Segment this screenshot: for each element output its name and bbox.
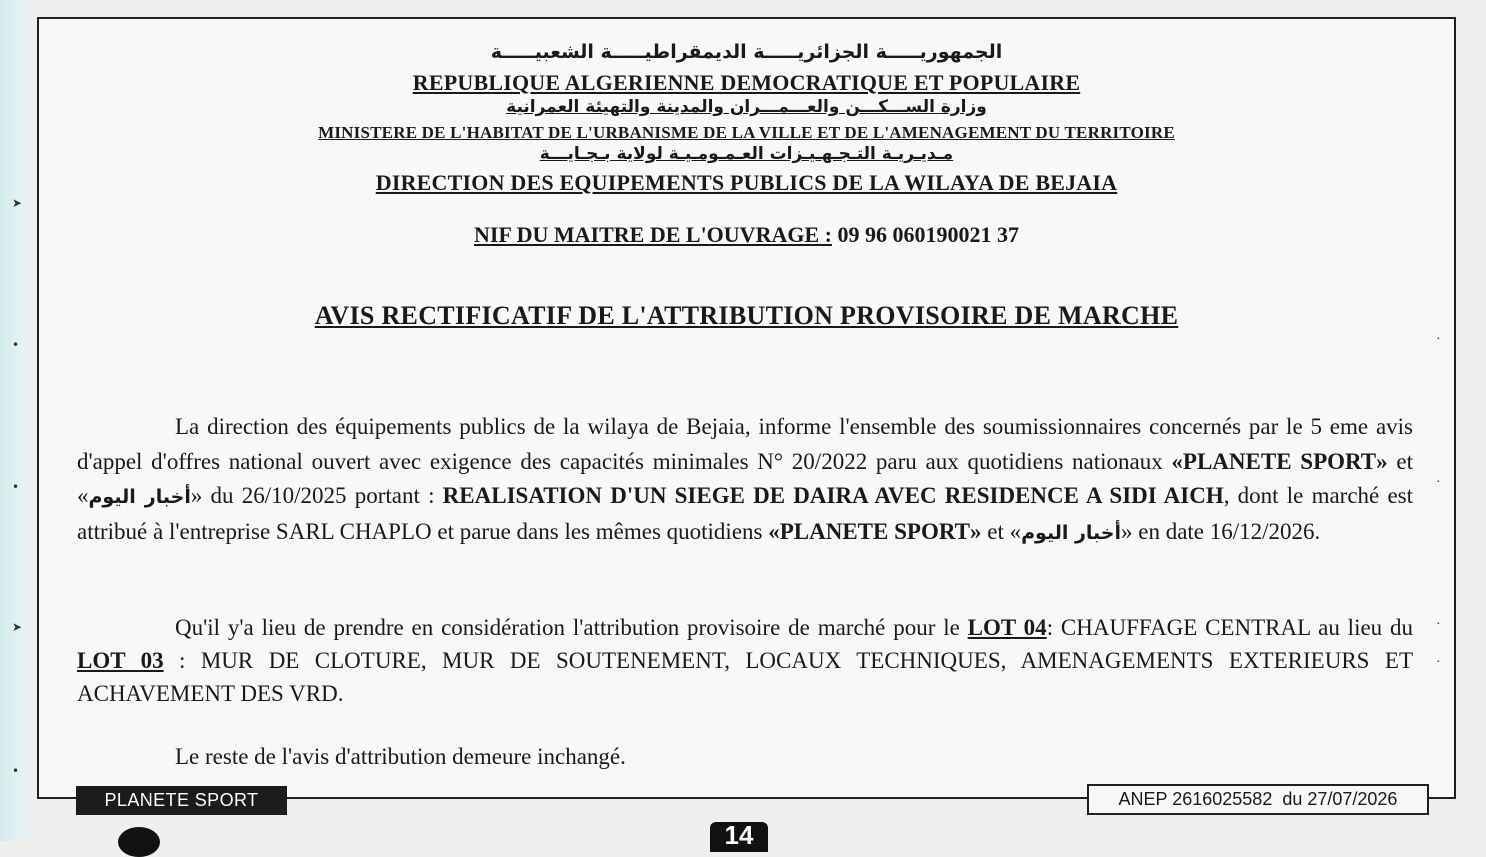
scan-mark: • xyxy=(12,338,20,352)
scan-mark: · xyxy=(1436,655,1441,670)
scan-mark: · xyxy=(1436,475,1441,490)
scan-mark: ➤ xyxy=(12,196,23,210)
p2-text: : MUR DE CLOTURE, MUR DE SOUTENEMENT, LOCAUX TECHNIQUES, AMENAGEMENTS EXTERIEURS ET ACHAVEMENT DES VRD. xyxy=(77,648,1413,706)
notice-frame xyxy=(37,17,1456,799)
scan-mark: · xyxy=(1436,617,1441,632)
nif-value: 09 96 060190021 37 xyxy=(831,222,1019,247)
project-name: REALISATION D'UN SIEGE DE DAIRA AVEC RESIDENCE A SIDI AICH xyxy=(442,483,1224,508)
p2-text: Qu'il y'a lieu de prendre en considération l'attribution provisoire de marché pour le xyxy=(175,615,968,640)
notice-title: AVIS RECTIFICATIF DE L'ATTRIBUTION PROVISOIRE DE MARCHE xyxy=(314,301,1179,330)
scan-mark: · xyxy=(1436,332,1441,347)
scan-left-margin xyxy=(0,0,34,841)
scan-mark: • xyxy=(12,764,20,778)
p1-text: et « xyxy=(981,518,1022,544)
p1-text: La direction des équipements publics de la wilaya de Bejaia, informe l'ensemble des soumissionnaires concernés par le 5 eme avis d'appel d'offres national ouvert avec exigence des capacités minimales N° 20/2022 paru aux quotidiens nationaux xyxy=(77,414,1413,474)
nif-line xyxy=(39,222,1454,248)
newspaper-akhbar-elyoum: أخبار اليوم xyxy=(88,486,191,508)
paragraph-1 xyxy=(77,410,1413,550)
newspaper-planete-sport: «PLANETE SPORT» xyxy=(1171,448,1388,474)
p2-text: : CHAUFFAGE CENTRAL au lieu du xyxy=(1046,615,1414,640)
scan-mark: ➤ xyxy=(12,620,23,634)
republic-heading: REPUBLIQUE ALGERIENNE DEMOCRATIQUE ET POPULAIRE xyxy=(412,70,1081,95)
p1-text: » en date 16/12/2026. xyxy=(1121,518,1321,544)
arabic-direction-heading: مـديـريـة التـجـهـيـزات العـمـومـيـة لولاية بـجـايـــة xyxy=(539,144,954,164)
lot-03: LOT 03 xyxy=(77,648,164,673)
newspaper-planete-sport: «PLANETE SPORT» xyxy=(768,518,982,544)
anep-reference: ANEP 2616025582 du 27/07/2026 xyxy=(1087,784,1429,815)
arabic-republic-heading: الجمهوريـــــة الجزائريـــــة الديمقراطيـــــة الشعبيـــــة xyxy=(490,41,1003,63)
direction-heading: DIRECTION DES EQUIPEMENTS PUBLICS DE LA WILAYA DE BEJAIA xyxy=(375,170,1118,195)
planete-sport-badge: PLANETE SPORT xyxy=(76,786,287,815)
paragraph-2 xyxy=(77,611,1413,710)
p1-text: » du 26/10/2025 portant : xyxy=(190,483,443,508)
page-number: 14 xyxy=(710,822,768,852)
p1-text: et « xyxy=(77,448,1413,508)
lot-04: LOT 04 xyxy=(967,615,1047,640)
scan-mark: • xyxy=(12,480,20,494)
arabic-ministry-heading: وزارة الســـكـــن والعـــمـــران والمدينة والتهيئة العمرانية xyxy=(506,97,987,117)
p3-text: Le reste de l'avis d'attribution demeure inchangé. xyxy=(175,744,626,769)
decorative-blob xyxy=(118,827,160,857)
p1-text: , dont le marché est attribué à l'entreprise SARL CHAPLO et parue dans les mêmes quotidiens xyxy=(77,483,1413,544)
paragraph-3 xyxy=(77,740,1413,775)
ministry-heading: MINISTERE DE L'HABITAT DE L'URBANISME DE LA VILLE ET DE L'AMENAGEMENT DU TERRITOIRE xyxy=(318,123,1175,142)
newspaper-akhbar-elyoum: أخبار اليوم xyxy=(1021,521,1121,544)
nif-label: NIF DU MAITRE DE L'OUVRAGE : xyxy=(474,222,832,247)
